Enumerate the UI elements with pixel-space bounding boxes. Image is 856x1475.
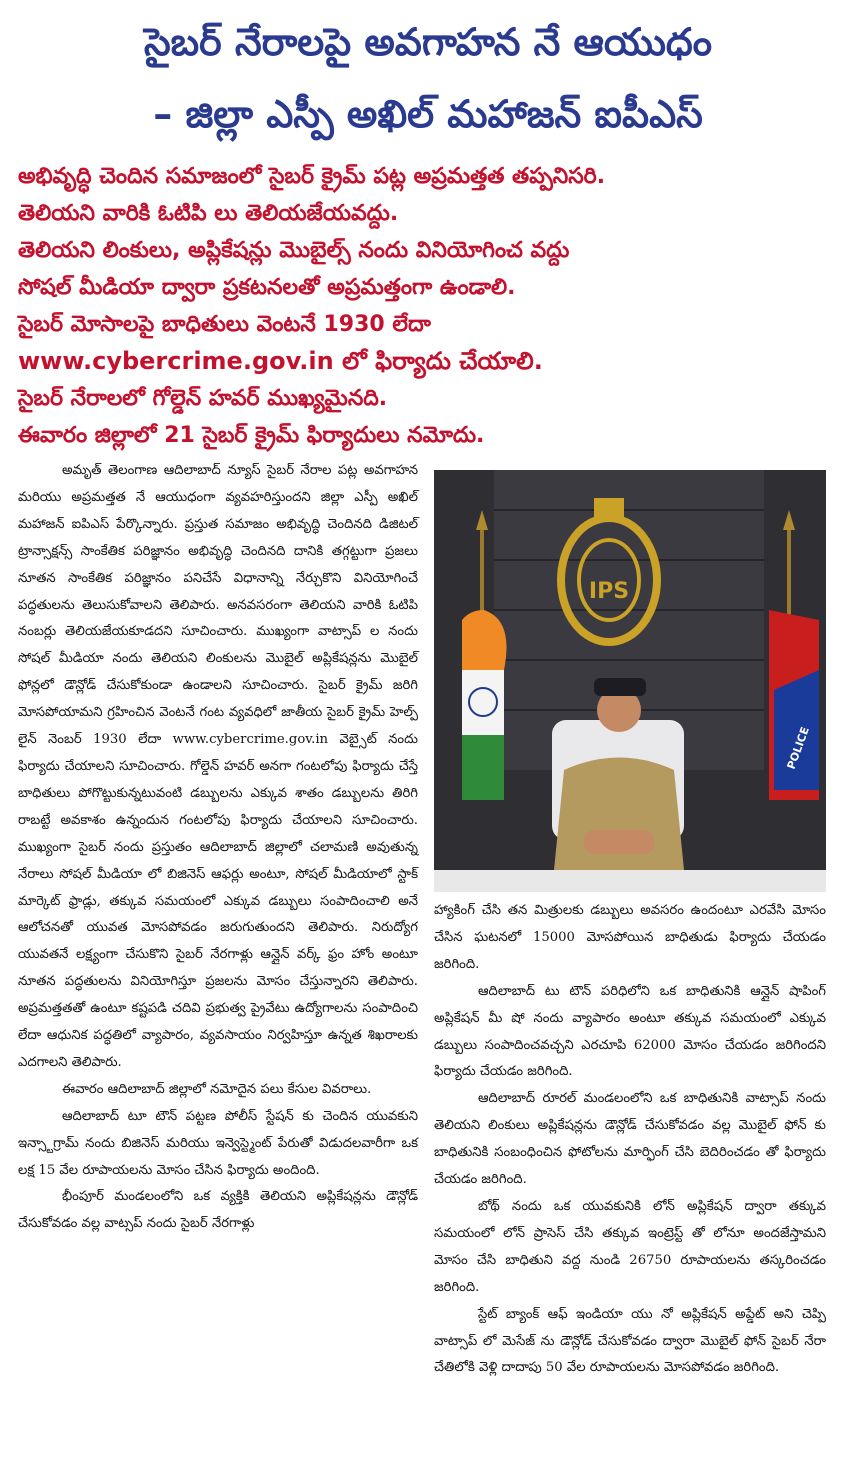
article-paragraph: అమృత్ తెలంగాణ ఆదిలాబాద్ న్యూస్ సైబర్ నేరాల పట్ల అవగాహన మరియు అప్రమత్తత నే ఆయుధంగా వ్యవహరిస్తుందని జిల్లా ఎస్పీ అఖిల్ మహాజన్ ఐపిఎస్ పేర్కొన్నారు. ప్రస్తుత సమాజం అభివృద్ధి చెందినది డిజిటల్ ట్రాన్సాక్షన్స్ సాంకేతిక పరిజ్ఞానం అభివృద్ధి చెందినది దానికి తగ్గట్టుగా ప్రజలు నూతన సాంకేతిక పరిజ్ఞానం పనిచేసే విధానాన్ని నేర్చుకొని వినియోగించే పద్ధతులను తెలుసుకోవాలని తెలిపారు. అనవసరంగా తెలియని వారికి ఓటిపి నంబర్లు తెలియజేయకూడదని సూచించారు. ముఖ్యంగా వాట్సాప్ ల నందు సోషల్ మీడియా నందు తెలియని లింకులను మొబైల్ అప్లికేషన్లను మొబైల్ ఫోన్లలో డౌన్లోడ్ చేసుకోకుండా ఉండాలని సూచించారు. సైబర్ క్రైమ్ జరిగి మోసపోయామని గ్రహించిన వెంటనే గంట వ్యవధిలో జాతీయ సైబర్ క్రైమ్ హెల్ప్ లైన్ నెంబర్ 1930 లేదా www.cybercrime.gov.in వెబ్సైట్ నందు ఫిర్యాదు చేయాలని సూచించారు. గోల్డెన్ హవర్ అనగా గంటలోపు ఫిర్యాదు చేస్తే బాధితులు పోగొట్టుకున్నటువంటి డబ్బులను ఎక్కువ శాతం డబ్బులను తిరిగి రాబట్టే అవకాశం ఉన్నందున గంటలోపు ఫిర్యాదు చేయాలని సూచించారు. ముఖ్యంగా సైబర్ నందు ప్రస్తుతం ఆదిలాబాద్ జిల్లాలో చలామణి అవుతున్న నేరాలు సోషల్ మీడియా లో బిజినెస్ ఆఫర్లు అంటూ, సోషల్ మీడియాలో స్టాక్ మార్కెట్ ఫ్రాడ్లు, తక్కువ సమయంలో ఎక్కువ డబ్బులు సంపాదించాలి అనే ఆలోచనతో యువత మోసపోవడం జరుగుతుందని తెలిపారు. నిరుద్యోగ యువతనే లక్ష్యంగా చేసుకొని సైబర్ నేరగాళ్లు ఆన్లైన్ వర్క్ ఫ్రం హోం అంటూ నూతన పద్ధతులను వినియోగిస్తూ ప్రజలను మోసం చేస్తున్నారని తెలిపారు. అప్రమత్తతతో ఉంటూ కష్టపడి చదివి ప్రభుత్వ ప్రైవేటు ఉద్యోగాలను సంపాదించి లేదా ఆధునిక పద్ధతిలో వ్యాపారం, వ్యవసాయం నిర్వహిస్తూ ఉన్నత శిఖరాలకు ఎదగాలని తెలిపారు. — [18, 463, 418, 1070]
highlight-item-url: www.cybercrime.gov.in లో ఫిర్యాదు చేయాలి. — [18, 347, 543, 375]
highlight-item: తెలియని వారికి ఓటిపి లు తెలియజేయవద్దు. — [18, 201, 399, 226]
article-right-column — [434, 898, 826, 1382]
highlight-item: అభివృద్ధి చెందిన సమాజంలో సైబర్ క్రైమ్ పట్ల అప్రమత్తత తప్పనిసరి. — [18, 164, 606, 189]
article-paragraph: ఆదిలాబాద్ రూరల్ మండలంలోని ఒక బాధితునికి వాట్సాప్ నందు తెలియని లింకులు అప్లికేషన్లను డౌన్లోడ్ చేసుకోవడం వల్ల మొబైల్ ఫోన్ కు బాధితునికి సంబంధించిన ఫోటోలను మార్ఫింగ్ చేసి బెదిరించడం తో ఫిర్యాదు చేయడం జరిగింది. — [434, 1091, 826, 1188]
article-paragraph: స్టేట్ బ్యాంక్ ఆఫ్ ఇండియా యు నో అప్లికేషన్ అప్డేట్ అని చెప్పి వాట్సాప్ లో మెసేజ్ ను డౌన్లోడ్ చేసుకోవడం ద్వారా మొబైల్ ఫోన్ సైబర్ నేరా చేతిలోకి వెళ్లి దాదాపు 50 వేల రూపాయలను మోసపోవడం జరిగింది. — [434, 1306, 826, 1376]
svg-text:POLICE: POLICE — [784, 725, 812, 772]
svg-text:IPS: IPS — [588, 579, 630, 604]
sp-office-photo — [434, 470, 826, 892]
highlight-item: సోషల్ మీడియా ద్వారా ప్రకటనలతో అప్రమత్తంగా ఉండాలి. — [18, 275, 516, 300]
article-paragraph: హ్యాకింగ్ చేసి తన మిత్రులకు డబ్బులు అవసరం ఉందంటూ ఎరవేసి మోసం చేసిన ఘటనలో 15000 మోసపోయిన బాధితుడు ఫిర్యాదు చేయడం జరిగింది. — [434, 903, 826, 972]
article-paragraph: ఈవారం ఆదిలాబాద్ జిల్లాలో నమోదైన పలు కేసుల వివరాలు. — [62, 1081, 372, 1097]
article-paragraph: ఆదిలాబాద్ టు టౌన్ పరిధిలోని ఒక బాధితునికి ఆన్లైన్ షాపింగ్ అప్లికేషన్ మీ షో నందు వ్యాపారం అంటూ తక్కువ సమయంలో ఎక్కువ డబ్బులు సంపాదించవచ్చని ఎరచూపి 62000 మోసం చేయడం జరిగిందని ఫిర్యాదు చేయడం జరిగింది. — [434, 983, 826, 1080]
headline-line-1: సైబర్ నేరాలపై అవగాహన నే ఆయుధం — [144, 20, 712, 64]
article-paragraph: బోథ్ నందు ఒక యువకునికి లోన్ అప్లికేషన్ ద్వారా తక్కువ సమయంలో లోన్ ప్రాసెస్ చేసి తక్కువ ఇంట్రెస్ట్ తో లోనూ అందజేస్తామని మోసం చేసి బాధితుని వద్ద నుండి 26750 రూపాయలను తస్కరించడం జరిగింది. — [434, 1198, 826, 1295]
highlight-item: సైబర్ మోసాలపై బాధితులు వెంటనే 1930 లేదా — [18, 312, 431, 337]
article-left-column — [18, 458, 418, 1238]
highlights-list — [18, 158, 838, 454]
highlight-item: సైబర్ నేరాలలో గోల్డెన్ హవర్ ముఖ్యమైనది. — [18, 386, 388, 411]
article-paragraph: ఆదిలాబాద్ టూ టౌన్ పట్టణ పోలీస్ స్టేషన్ కు చెందిన యువకుని ఇన్స్టాగ్రామ్ నందు బిజినెస్ మరియు ఇన్వెస్ట్మెంట్ పేరుతో విడుదలవారీగా ఒక లక్ష 15 వేల రూపాయలను మోసం చేసిన ఫిర్యాదు అందింది. — [18, 1108, 418, 1178]
article-paragraph: భీంపూర్ మండలంలోని ఒక వ్యక్తికి తెలియని అప్లికేషన్లను డౌన్లోడ్ చేసుకోవడం వల్ల వాట్సప్ నందు సైబర్ నేరగాళ్లు — [18, 1189, 418, 1232]
headline-line-2: – జిల్లా ఎస్పీ అఖిల్ మహాజన్ ఐపీఎస్ — [153, 92, 703, 136]
highlight-item: ఈవారం జిల్లాలో 21 సైబర్ క్రైమ్ ఫిర్యాదులు నమోదు. — [18, 423, 485, 448]
highlight-item: తెలియని లింకులు, అప్లికేషన్లు మొబైల్స్ నందు వినియోగించ వద్దు — [18, 238, 570, 263]
